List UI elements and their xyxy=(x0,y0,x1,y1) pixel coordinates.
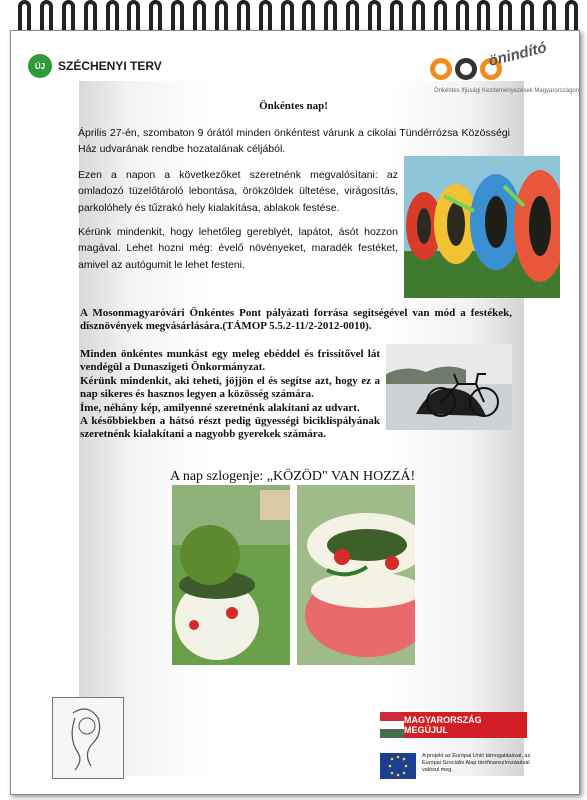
paragraph-lunch: Minden önkéntes munkást egy meleg ebéddel és frissítővel lát vendégül a Dunaszigeti Önkormányzat. xyxy=(80,348,380,374)
spiral-binding xyxy=(18,0,578,34)
paragraph-intro: Április 27-én, szombaton 9 órától minden önkéntest várunk a cikolai Tündérrózsa Közösségi Ház udvarának rendbe hozatalának céljából. xyxy=(78,127,510,156)
magyarorszag-megujul-text: MAGYARORSZÁG MEGÚJUL xyxy=(404,712,527,738)
planter-tire-image-left xyxy=(172,485,290,665)
paragraph-invite: Kérünk mindenkit, aki teheti, jöjjön el és segítse azt, hogy ez a nap sikeres és hasznos legyen a közösség számára. xyxy=(80,375,380,401)
hungarian-flag-icon xyxy=(380,712,404,738)
onindito-word: önindító xyxy=(486,39,549,70)
planter-tire-image-right xyxy=(297,485,415,665)
eu-funding-text: A projekt az Európai Unió támogatásával, az Európai Szociális Alap társfinanszírozásával valósul meg. xyxy=(422,753,531,774)
tire-wall-image xyxy=(404,156,560,298)
paragraph-pictures: Íme, néhány kép, amilyenné szeretnénk alakítani az udvart. xyxy=(80,402,360,414)
szechenyi-terv-logo xyxy=(28,54,162,78)
onindito-subtitle: Önkéntes Ifjúsági Kezdeményezések Magyarországon xyxy=(434,88,580,94)
paragraph-tasks: Ezen a napon a következőket szeretnénk megvalósítani: az omladozó tüzelőtároló lebontása, örökzöldek ültetése, virágosítás, parkolóhely és tűzrakó hely kialakítása, ablakok festése. xyxy=(78,169,398,214)
paragraph-bikepark: A későbbiekben a hátsó részt pedig ügyességi biciklispályának szeretnénk kialakítani a nagyobb gyerekek számára. xyxy=(80,415,380,441)
slogan: A nap szlogenje: „KÖZÖD" VAN HOZZÁ! xyxy=(170,469,416,484)
magyarorszag-megujul-logo xyxy=(380,712,527,738)
szechenyi-badge: ÚJ xyxy=(28,54,52,78)
paragraph-funding: A Mosonmagyaróvári Önkéntes Pont pályázati forrása segítségével van mód a festékek, dísznövények megvásárlására.(TÁMOP 5.5.2-11/2-2012-0010). xyxy=(80,307,512,333)
community-house-logo xyxy=(52,697,124,779)
bike-rack-image xyxy=(386,344,512,430)
eu-flag-icon xyxy=(380,753,416,779)
page-title: Önkéntes nap! xyxy=(259,100,328,112)
paragraph-tools: Kérünk mindenkit, hogy lehetőleg gereblyét, lapátot, ásót hozzon magával. Lehet hozni még: évelő növényeket, maradék festéket, amivel az autógumit le lehet festeni. xyxy=(78,226,398,271)
szechenyi-text: SZÉCHENYI TERV xyxy=(58,59,162,73)
onindito-logo xyxy=(430,39,580,102)
